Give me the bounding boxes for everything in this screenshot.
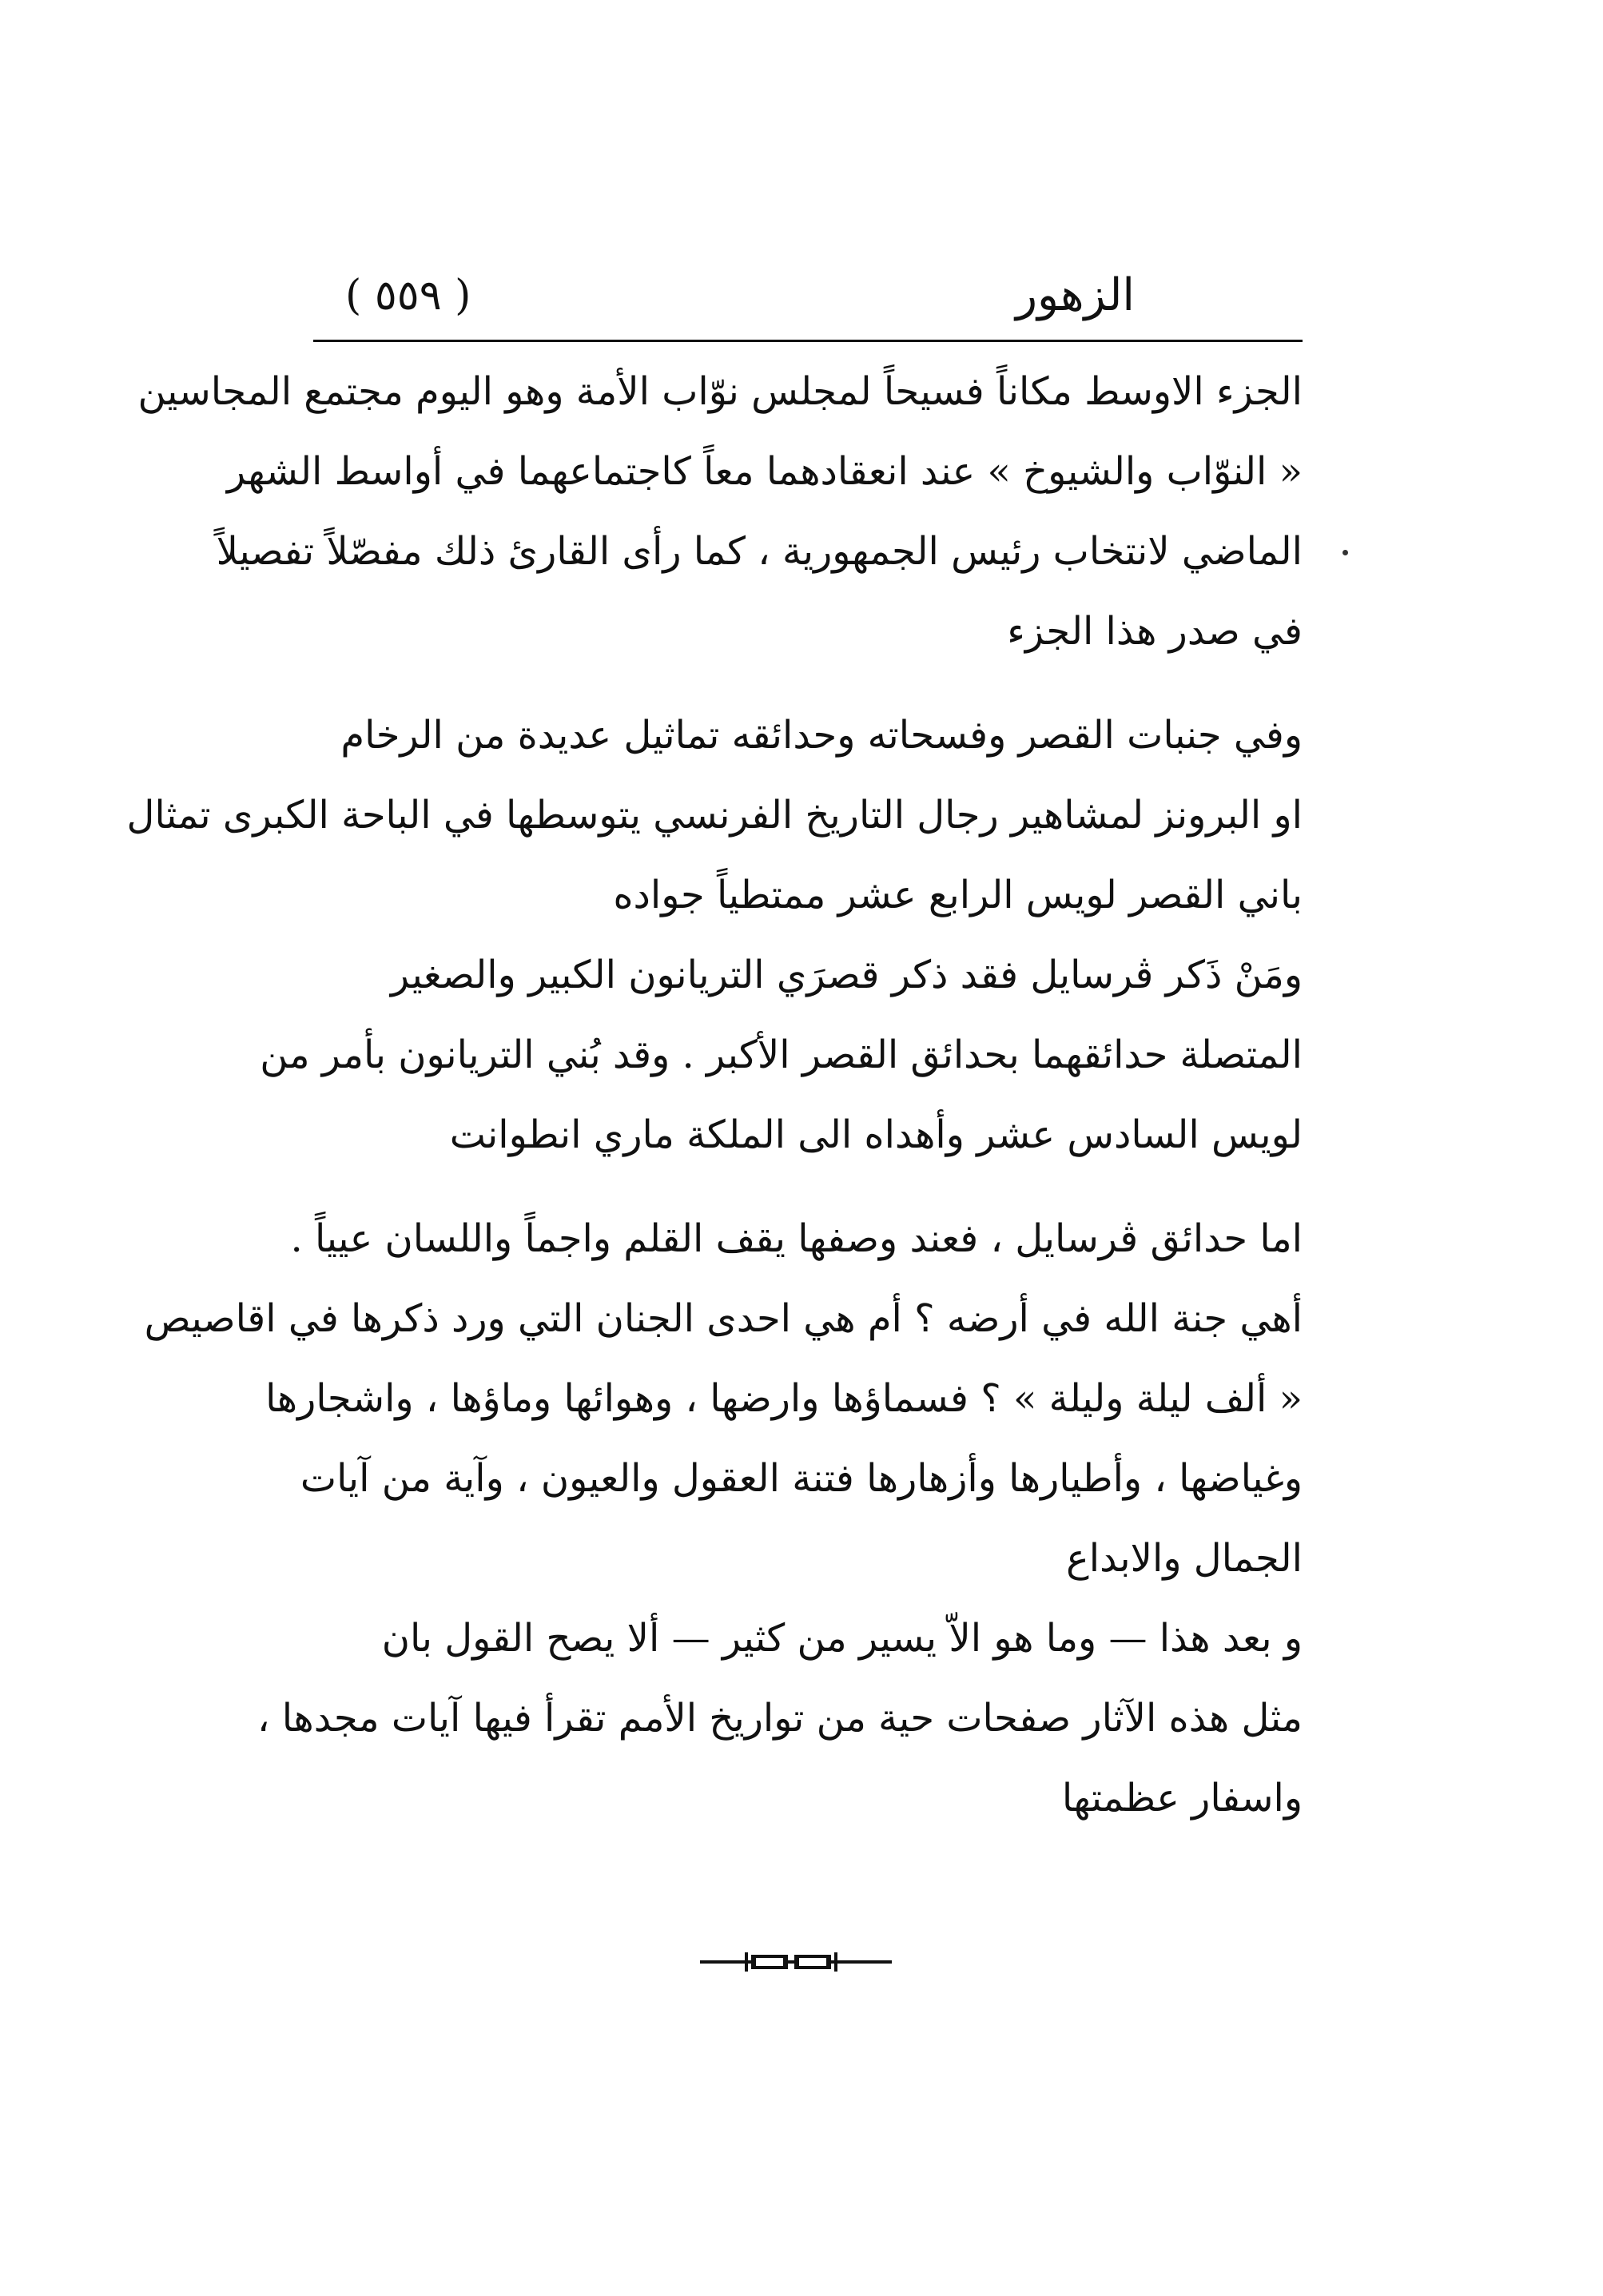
paragraph-gap	[313, 1175, 1303, 1199]
text-line: باني القصر لويس الرابع عشر ممتطياً جواده	[613, 873, 1303, 917]
text-line: لويس السادس عشر وأهداه الى الملكة ماري انطوانت	[449, 1112, 1303, 1157]
running-header	[313, 252, 1303, 340]
text-line: ومَنْ ذَكر ڤرسايل فقد ذكر قصرَي التريانون الكبير والصغير	[390, 953, 1303, 997]
text-line: او البرونز لمشاهير رجال التاريخ الفرنسي يتوسطها في الباحة الكبرى تمثال	[126, 793, 1303, 838]
paragraph	[137, 352, 1303, 671]
text-line: المتصلة حدائقهما بحدائق القصر الأكبر . وقد بُني التريانون بأمر من	[260, 1033, 1303, 1077]
text-line: « النوّاب والشيوخ » عند انعقادهما معاً كاجتماعهما في أواسط الشهر	[226, 449, 1303, 494]
text-line: وفي جنبات القصر وفسحاته وحدائقه تماثيل عديدة من الرخام	[340, 713, 1303, 758]
text-line: « ألف ليلة وليلة » ؟ فسماؤها وارضها ، وهوائها وماؤها ، واشجارها	[265, 1376, 1303, 1421]
section-end-ornament	[700, 1950, 892, 1974]
text-line: أهي جنة الله في أرضه ؟ أم هي احدى الجنان التي ورد ذكرها في اقاصيص	[144, 1296, 1303, 1341]
paragraph	[260, 935, 1303, 1175]
text-line: الماضي لانتخاب رئيس الجمهورية ، كما رأى القارئ ذلك مفصّلاً تفصيلاً	[216, 529, 1303, 574]
text-line: اما حدائق ڤرسايل ، فعند وصفها يقف القلم واجماً واللسان عيياً .	[290, 1216, 1303, 1261]
text-line: واسفار عظمتها	[1061, 1776, 1303, 1820]
text-line: الجزء الاوسط مكاناً فسيحاً لمجلس نوّاب الأمة وهو اليوم مجتمع المجاسين	[137, 369, 1303, 414]
paragraph	[126, 695, 1303, 935]
paragraph	[257, 1598, 1303, 1838]
text-line: مثل هذه الآثار صفحات حية من تواريخ الأمم تقرأ فيها آيات مجدها ،	[257, 1696, 1303, 1741]
paragraph	[144, 1199, 1303, 1598]
text-line: في صدر هذا الجزء	[1007, 609, 1303, 654]
paragraph-gap	[313, 671, 1303, 695]
margin-mark	[1342, 550, 1348, 555]
text-line: وغياضها ، وأطيارها وأزهارها فتنة العقول والعيون ، وآية من آيات	[300, 1456, 1303, 1501]
text-line: و بعد هذا — وما هو الاّ يسير من كثير — ألا يصح القول بان	[381, 1616, 1303, 1661]
body-text	[126, 352, 1303, 1838]
text-line: الجمال والابداع	[1066, 1536, 1303, 1581]
page-number: ( ٥٥٩ )	[345, 272, 471, 320]
header-rule	[313, 340, 1303, 342]
header-title: الزهور	[1015, 269, 1135, 321]
